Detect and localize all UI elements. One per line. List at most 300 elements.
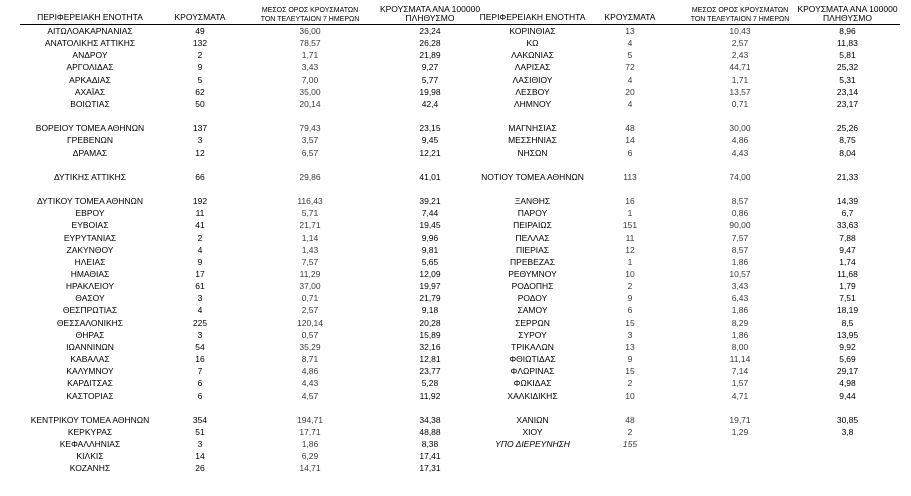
cases-cell: 14 [195, 451, 205, 462]
avg-cell: 10,43 [729, 26, 751, 36]
region-cell: ΑΝΔΡΟΥ [72, 50, 108, 61]
per100k-cell: 5,65 [421, 256, 439, 267]
table-row [0, 341, 911, 353]
region-cell: ΔΥΤΙΚΟΥ ΤΟΜΕΑ ΑΘΗΝΩΝ [36, 196, 144, 207]
per100k-cell: 9,44 [839, 390, 856, 401]
region-cell: ΤΡΙΚΑΛΩΝ [511, 341, 554, 352]
per100k-cell: 12,09 [419, 269, 441, 279]
per100k-cell: 21,89 [419, 50, 441, 61]
avg-cell: 4,86 [731, 135, 749, 146]
region-cell: ΠΑΡΟΥ [517, 208, 548, 219]
cases-cell: 6 [627, 147, 633, 158]
avg-cell: 4,86 [301, 366, 319, 377]
region-cell: ΚΙΛΚΙΣ [76, 451, 104, 462]
table-row [0, 171, 911, 183]
region-cell: ΦΛΩΡΙΝΑΣ [510, 366, 555, 377]
per100k-cell: 39,21 [419, 196, 441, 207]
per100k-cell: 3,8 [841, 426, 854, 437]
avg-cell: 3,43 [731, 281, 749, 292]
avg-cell: 37,00 [299, 281, 321, 292]
avg-cell: 116,43 [297, 196, 323, 207]
cases-cell [590, 110, 670, 122]
per100k-cell: 17,31 [419, 463, 441, 474]
header-avg-left [240, 6, 380, 24]
avg-cell: 1,71 [731, 74, 749, 85]
avg-cell: 17,71 [299, 426, 321, 437]
region-cell [465, 159, 600, 171]
header-cases-right: ΚΡΟΥΣΜΑΤΑ [604, 12, 656, 22]
table-row [0, 183, 911, 195]
cases-cell: 51 [195, 426, 205, 437]
region-cell: ΘΕΣΣΑΛΟΝΙΚΗΣ [56, 317, 124, 328]
per100k-cell [795, 438, 900, 450]
cases-cell: 2 [627, 378, 633, 389]
per100k-cell: 11,83 [837, 38, 858, 49]
per100k-cell: 8,96 [839, 26, 856, 36]
region-cell: ΑΧΑΪΑΣ [74, 86, 106, 97]
region-cell: ΚΑΡΔΙΤΣΑΣ [67, 378, 113, 389]
per100k-cell: 41,01 [419, 171, 441, 182]
region-cell: ΔΥΤΙΚΗΣ ΑΤΤΙΚΗΣ [53, 171, 127, 182]
region-cell: ΚΟΡΙΝΘΙΑΣ [509, 26, 556, 36]
table-row [0, 219, 911, 231]
per100k-cell: 5,69 [839, 354, 856, 365]
per100k-cell: 7,44 [421, 208, 439, 219]
cases-cell: 10 [625, 269, 635, 279]
cases-cell: 4 [197, 305, 203, 316]
avg-cell: 6,57 [301, 147, 319, 158]
avg-cell: 4,43 [731, 147, 749, 158]
cases-cell: 11 [625, 232, 635, 243]
region-cell: ΣΥΡΟΥ [518, 329, 547, 340]
table-row [0, 438, 911, 450]
avg-cell: 90,00 [729, 220, 751, 231]
per100k-cell: 9,18 [421, 305, 439, 316]
cases-cell: 16 [625, 196, 635, 207]
region-cell: ΛΕΣΒΟΥ [515, 86, 550, 97]
table-row [0, 110, 911, 122]
table-row [0, 195, 911, 207]
per100k-cell: 17,41 [419, 451, 441, 462]
avg-cell: 4,71 [731, 390, 749, 401]
cases-cell: 3 [197, 439, 203, 450]
avg-cell: 0,71 [301, 293, 319, 304]
per100k-cell: 23,14 [836, 86, 859, 97]
avg-cell: 1,14 [301, 232, 319, 243]
table-row [0, 450, 911, 462]
table-row [0, 98, 911, 110]
cases-cell: 2 [627, 281, 633, 292]
avg-cell: 8,57 [731, 244, 749, 255]
table-row [0, 402, 911, 414]
avg-cell: 13,57 [729, 86, 751, 97]
avg-cell: 7,00 [301, 74, 319, 85]
avg-cell: 1,71 [301, 50, 319, 61]
header-cases-left: ΚΡΟΥΣΜΑΤΑ [174, 12, 226, 22]
avg-cell: 5,71 [301, 208, 319, 219]
cases-cell: 137 [192, 123, 208, 134]
avg-cell: 19,71 [729, 414, 751, 425]
table-row [0, 280, 911, 292]
avg-cell: 4,43 [301, 378, 319, 389]
per100k-cell: 23,15 [419, 123, 441, 134]
cases-cell: 66 [195, 171, 205, 182]
per100k-cell: 5,81 [839, 50, 856, 61]
avg-cell: 3,57 [301, 135, 319, 146]
avg-cell: 2,57 [301, 305, 319, 316]
avg-cell: 3,43 [301, 62, 319, 73]
cases-cell: 3 [197, 329, 203, 340]
per100k-cell: 7,51 [839, 293, 856, 304]
cases-cell: 10 [625, 390, 635, 401]
per100k-cell: 12,21 [419, 147, 441, 158]
avg-cell: 35,00 [299, 86, 321, 97]
per100k-cell: 9,45 [421, 135, 439, 146]
per100k-cell: 5,77 [421, 74, 439, 85]
region-cell: ΚΩ [526, 38, 539, 49]
cases-cell: 50 [195, 98, 205, 109]
region-cell: ΑΡΓΟΛΙΔΑΣ [66, 62, 114, 73]
per100k-cell: 7,88 [839, 232, 856, 243]
region-cell: ΑΝΑΤΟΛΙΚΗΣ ΑΤΤΙΚΗΣ [44, 38, 136, 49]
cases-cell: 14 [625, 135, 635, 146]
table-row [0, 74, 911, 86]
region-cell: ΚΕΝΤΡΙΚΟΥ ΤΟΜΕΑ ΑΘΗΝΩΝ [30, 414, 150, 425]
avg-cell: 0,71 [731, 98, 749, 109]
cases-cell [590, 183, 670, 195]
avg-cell [680, 110, 800, 122]
per100k-cell: 13,95 [836, 329, 859, 340]
cases-cell: 17 [195, 269, 205, 279]
header-per100k-right [795, 5, 900, 23]
avg-cell: 1,86 [301, 439, 319, 450]
cases-cell: 15 [625, 317, 635, 328]
table-row [0, 244, 911, 256]
region-cell: ΖΑΚΥΝΘΟΥ [66, 244, 114, 255]
cases-cell: 62 [195, 86, 205, 97]
region-cell: ΙΩΑΝΝΙΝΩΝ [66, 341, 114, 352]
avg-cell: 21,71 [299, 220, 321, 231]
per100k-cell: 12,81 [419, 354, 441, 365]
per100k-cell: 18,19 [836, 305, 859, 316]
region-cell: ΦΩΚΙΔΑΣ [513, 378, 552, 389]
per100k-cell: 6,7 [841, 208, 854, 219]
per100k-cell: 5,31 [839, 74, 856, 85]
region-cell: ΠΕΛΛΑΣ [515, 232, 550, 243]
header-per100k-right-line2: ΠΛΗΘΥΣΜΟ [823, 13, 872, 23]
avg-cell: 6,43 [731, 293, 749, 304]
per100k-cell: 9,47 [839, 244, 856, 255]
cases-cell: 12 [625, 244, 635, 255]
cases-cell: 41 [195, 220, 205, 231]
region-cell [465, 402, 600, 414]
region-cell: ΧΙΟΥ [522, 426, 543, 437]
per100k-cell: 23,24 [419, 26, 441, 36]
region-cell: ΝΗΣΩΝ [517, 147, 548, 158]
per100k-cell: 19,45 [419, 220, 441, 231]
cases-cell: 11 [195, 208, 205, 219]
per100k-cell: 8,75 [839, 135, 856, 146]
table-row [0, 304, 911, 316]
per100k-cell: 11,92 [419, 390, 441, 401]
region-cell: ΣΑΜΟΥ [517, 305, 548, 316]
region-cell: ΠΙΕΡΙΑΣ [515, 244, 550, 255]
cases-cell: 192 [192, 196, 208, 207]
table-row [0, 147, 911, 159]
region-cell: ΡΕΘΥΜΝΟΥ [508, 269, 557, 279]
header-per100k-right-line1: ΚΡΟΥΣΜΑΤΑ ΑΝΑ 100000 [797, 4, 898, 14]
cases-cell: 155 [622, 439, 638, 450]
per100k-cell [795, 159, 900, 171]
avg-cell: 14,71 [299, 463, 321, 474]
cases-cell: 48 [625, 414, 635, 425]
cases-cell: 20 [625, 86, 635, 97]
per100k-cell: 8,5 [841, 317, 854, 328]
header-region-right: ΠΕΡΙΦΕΡΕΙΑΚΗ ΕΝΟΤΗΤΑ [479, 12, 586, 22]
region-cell: ΗΛΕΙΑΣ [74, 256, 106, 267]
table-row [0, 462, 911, 474]
table-row [0, 329, 911, 341]
avg-cell: 4,57 [301, 390, 319, 401]
avg-cell [680, 402, 800, 414]
per100k-cell: 8,38 [421, 439, 439, 450]
cases-cell: 9 [197, 256, 203, 267]
cases-cell: 2 [197, 50, 203, 61]
region-cell: ΗΜΑΘΙΑΣ [70, 269, 110, 279]
region-cell: ΒΟΙΩΤΙΑΣ [70, 98, 110, 109]
table-row [0, 25, 911, 37]
region-cell: ΜΕΣΣΗΝΙΑΣ [508, 135, 557, 146]
cases-cell: 7 [197, 366, 203, 377]
per100k-cell [795, 183, 900, 195]
table-row [0, 232, 911, 244]
region-cell: ΛΑΡΙΣΑΣ [514, 62, 551, 73]
avg-cell: 8,00 [731, 341, 749, 352]
avg-cell: 35,29 [299, 341, 321, 352]
avg-cell: 120,14 [297, 317, 323, 328]
avg-cell: 2,43 [731, 50, 749, 61]
cases-cell: 15 [625, 366, 635, 377]
table-row [0, 317, 911, 329]
avg-cell: 7,14 [731, 366, 749, 377]
avg-cell [680, 438, 800, 450]
region-cell: ΕΒΡΟΥ [75, 208, 105, 219]
avg-cell: 7,57 [731, 232, 749, 243]
region-cell [465, 183, 600, 195]
cases-cell: 132 [192, 38, 208, 49]
region-cell: ΕΥΒΟΙΑΣ [71, 220, 109, 231]
per100k-cell: 25,26 [836, 123, 859, 134]
cases-cell: 225 [192, 317, 208, 328]
per100k-cell: 23,17 [836, 98, 859, 109]
region-cell: ΚΑΛΥΜΝΟΥ [66, 366, 114, 377]
region-cell: ΛΑΣΙΘΙΟΥ [512, 74, 553, 85]
table-row [0, 159, 911, 171]
per100k-cell: 26,28 [419, 38, 441, 49]
table-row [0, 207, 911, 219]
region-cell: ΚΕΡΚΥΡΑΣ [67, 426, 113, 437]
cases-cell: 113 [623, 171, 637, 182]
per100k-cell: 4,98 [839, 378, 856, 389]
per100k-cell: 33,63 [836, 220, 859, 231]
avg-cell: 1,43 [301, 244, 319, 255]
avg-cell: 1,86 [731, 305, 749, 316]
per100k-cell: 21,33 [836, 171, 859, 182]
cases-cell: 2 [197, 232, 203, 243]
region-cell: ΡΟΔΟΠΗΣ [511, 281, 554, 292]
avg-cell: 1,86 [731, 256, 749, 267]
region-cell: ΕΥΡΥΤΑΝΙΑΣ [63, 232, 117, 243]
table-row [0, 134, 911, 146]
cases-cell: 3 [627, 329, 633, 340]
cases-cell: 4 [627, 74, 633, 85]
per100k-cell [795, 402, 900, 414]
region-cell: ΡΟΔΟΥ [517, 293, 548, 304]
cases-cell: 4 [627, 98, 633, 109]
avg-cell: 1,86 [731, 329, 749, 340]
table-row [0, 353, 911, 365]
per100k-cell: 19,98 [419, 86, 441, 97]
cases-cell: 3 [197, 293, 203, 304]
per100k-cell: 32,16 [419, 341, 441, 352]
avg-cell: 36,00 [299, 26, 321, 36]
region-cell: ΠΕΙΡΑΙΩΣ [513, 220, 552, 231]
table-row [0, 256, 911, 268]
region-cell: ΠΡΕΒΕΖΑΣ [510, 256, 555, 267]
avg-cell: 7,57 [301, 256, 319, 267]
table-row [0, 122, 911, 134]
region-cell: ΞΑΝΘΗΣ [514, 196, 551, 207]
table-row [0, 49, 911, 61]
header-region-left: ΠΕΡΙΦΕΡΕΙΑΚΗ ΕΝΟΤΗΤΑ [37, 12, 143, 22]
cases-cell: 354 [192, 414, 208, 425]
avg-cell: 11,29 [299, 269, 321, 279]
header-avg-right-line1: ΜΕΣΟΣ ΟΡΟΣ ΚΡΟΥΣΜΑΤΩΝ [691, 7, 789, 14]
per100k-cell: 1,79 [839, 281, 856, 292]
avg-cell: 74,00 [729, 171, 751, 182]
per100k-cell: 14,39 [836, 196, 859, 207]
region-cell: ΓΡΕΒΕΝΩΝ [67, 135, 113, 146]
header-avg-right [680, 6, 800, 24]
cases-cell: 9 [197, 62, 203, 73]
cases-cell: 1 [627, 208, 633, 219]
region-cell: ΘΕΣΠΡΩΤΙΑΣ [62, 305, 118, 316]
per100k-cell: 48,88 [419, 426, 441, 437]
per100k-cell: 15,89 [419, 329, 441, 340]
table-row [0, 426, 911, 438]
cases-cell [590, 402, 670, 414]
region-cell: ΦΘΙΩΤΙΔΑΣ [509, 354, 556, 365]
header-avg-left-line2: ΤΟΝ ΤΕΛΕΥΤΑΙΟΝ 7 ΗΜΕΡΩΝ [260, 16, 360, 23]
region-cell: ΝΟΤΙΟΥ ΤΟΜΕΑ ΑΘΗΝΩΝ [481, 171, 584, 182]
table-row [0, 292, 911, 304]
per100k-cell: 11,68 [837, 269, 858, 279]
cases-cell: 16 [195, 354, 205, 365]
cases-cell: 13 [625, 26, 635, 36]
avg-cell: 20,14 [299, 98, 321, 109]
cases-cell: 6 [197, 378, 203, 389]
region-cell: ΥΠΟ ΔΙΕΡΕΥΝΗΣΗ [495, 439, 570, 450]
cases-cell: 4 [197, 244, 203, 255]
cases-cell: 5 [627, 50, 633, 61]
cases-cell [590, 159, 670, 171]
avg-cell: 1,29 [731, 426, 749, 437]
per100k-cell: 23,77 [419, 366, 441, 377]
table-row [0, 365, 911, 377]
per100k-cell: 9,96 [421, 232, 439, 243]
header-avg-left-line1: ΜΕΣΟΣ ΟΡΟΣ ΚΡΟΥΣΜΑΤΩΝ [261, 7, 359, 14]
region-cell [465, 110, 600, 122]
region-cell: ΛΗΜΝΟΥ [513, 98, 552, 109]
cases-cell: 9 [627, 293, 633, 304]
per100k-cell [795, 110, 900, 122]
header-per100k-left-line1: ΚΡΟΥΣΜΑΤΑ ΑΝΑ 100000 [379, 4, 481, 14]
table-row [0, 268, 911, 280]
cases-cell: 54 [195, 341, 205, 352]
cases-cell: 61 [195, 281, 205, 292]
cases-cell: 6 [627, 305, 633, 316]
avg-cell: 6,29 [301, 451, 319, 462]
per100k-cell: 29,17 [836, 366, 859, 377]
region-cell: ΚΕΦΑΛΛΗΝΙΑΣ [59, 439, 121, 450]
avg-cell: 79,43 [299, 123, 321, 134]
avg-cell: 8,71 [301, 354, 319, 365]
cases-cell: 3 [197, 135, 203, 146]
table-row [0, 414, 911, 426]
cases-cell: 49 [195, 26, 205, 36]
region-cell: ΣΕΡΡΩΝ [515, 317, 550, 328]
avg-cell [680, 183, 800, 195]
avg-cell: 30,00 [729, 123, 751, 134]
cases-cell: 26 [195, 463, 205, 474]
per100k-cell: 20,28 [419, 317, 441, 328]
region-cell: ΜΑΓΝΗΣΙΑΣ [508, 123, 557, 134]
per100k-cell: 30,85 [836, 414, 859, 425]
region-cell: ΧΑΝΙΩΝ [516, 414, 549, 425]
region-cell: ΧΑΛΚΙΔΙΚΗΣ [507, 390, 558, 401]
region-cell: ΘΑΣΟΥ [75, 293, 105, 304]
avg-cell: 8,29 [731, 317, 749, 328]
cases-cell: 12 [195, 147, 205, 158]
cases-cell: 72 [625, 62, 635, 73]
region-cell: ΚΑΣΤΟΡΙΑΣ [66, 390, 114, 401]
avg-cell: 8,57 [731, 196, 749, 207]
table-row [0, 61, 911, 73]
region-cell: ΑΙΤΩΛΟΑΚΑΡΝΑΝΙΑΣ [47, 26, 133, 36]
table-row [0, 86, 911, 98]
region-cell: ΚΟΖΑΝΗΣ [69, 463, 111, 474]
cases-cell: 48 [625, 123, 635, 134]
cases-cell: 5 [197, 74, 203, 85]
per100k-cell: 9,81 [421, 244, 439, 255]
avg-cell: 78,57 [299, 38, 321, 49]
avg-cell: 10,57 [729, 269, 751, 279]
cases-cell: 2 [627, 426, 633, 437]
per100k-cell: 42,4 [421, 98, 439, 109]
table-row [0, 390, 911, 402]
table-header [20, 4, 900, 25]
cases-cell: 4 [627, 38, 633, 49]
region-cell: ΛΑΚΩΝΙΑΣ [511, 50, 554, 61]
table-row [0, 37, 911, 49]
table-row [0, 377, 911, 389]
cases-cell: 151 [622, 220, 638, 231]
avg-cell: 0,57 [301, 329, 319, 340]
region-cell: ΒΟΡΕΙΟΥ ΤΟΜΕΑ ΑΘΗΝΩΝ [35, 123, 145, 134]
per100k-cell: 9,92 [839, 341, 856, 352]
region-cell: ΘΗΡΑΣ [75, 329, 105, 340]
region-cell: ΗΡΑΚΛΕΙΟΥ [65, 281, 115, 292]
